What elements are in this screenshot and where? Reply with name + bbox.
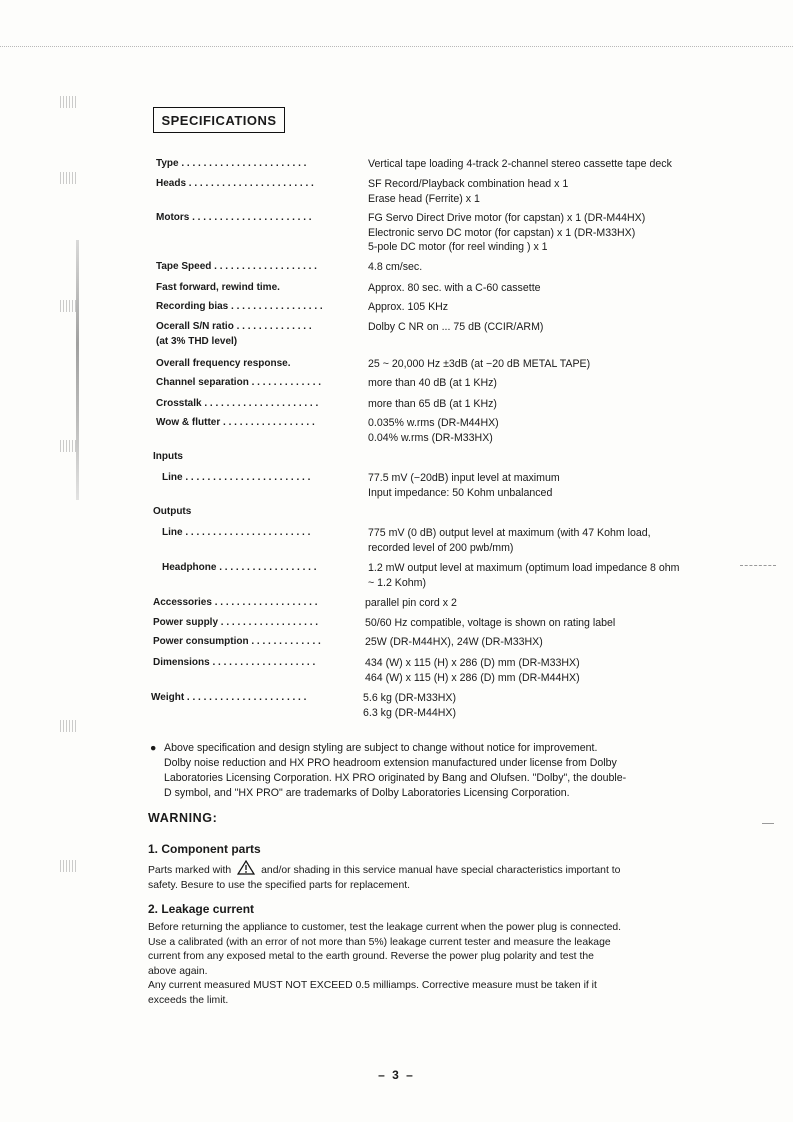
spec-label: Power supply . . . . . . . . . . . . . . . . . . [153, 617, 319, 628]
scan-edge [0, 46, 793, 47]
spec-label: Type . . . . . . . . . . . . . . . . . . . . . . . [156, 158, 307, 169]
spec-label: Dimensions . . . . . . . . . . . . . . . . . . . [153, 657, 316, 668]
spec-value: SF Record/Playback combination head x 1 Erase head (Ferrite) x 1 [368, 178, 569, 205]
spec-value: parallel pin cord x 2 [365, 597, 457, 609]
spec-value: Vertical tape loading 4-track 2-channel stereo cassette tape deck [368, 158, 672, 170]
spec-label: Fast forward, rewind time. [156, 282, 280, 293]
leakage-current-text: Before returning the appliance to customer, test the leakage current when the power plug is connected. Use a calibrated (with an error of not more than 5%) leakage current tester and measure the leakage current from any exposed metal to the earth ground. Reverse the power plug polarity and test the above again. Any current measured MUST NOT EXCEED 0.5 milliamps. Corrective measure must be taken if it exceeds the limit. [148, 922, 622, 1006]
caution-triangle-icon [237, 860, 255, 875]
outputs-heading: Outputs [153, 506, 192, 517]
spec-value: 0.035% w.rms (DR-M44HX) 0.04% w.rms (DR-M33HX) [368, 417, 499, 444]
binding-shadow [76, 240, 79, 500]
spec-label-sub: (at 3% THD level) [156, 336, 238, 347]
component-parts-heading: 1. Component parts [148, 842, 261, 856]
leakage-current-heading: 2. Leakage current [148, 902, 255, 916]
spec-value: 25W (DR-M44HX), 24W (DR-M33HX) [365, 636, 543, 648]
spec-label: Headphone . . . . . . . . . . . . . . . . . . [162, 562, 317, 573]
spec-value: 1.2 mW output level at maximum (optimum load impedance 8 ohm ~ 1.2 Kohm) [368, 562, 680, 589]
hole-punch-mark [60, 440, 76, 452]
spec-label: Wow & flutter . . . . . . . . . . . . . . . . . [156, 417, 315, 428]
spec-value: 25 ~ 20,000 Hz ±3dB (at −20 dB METAL TAPE) [368, 358, 591, 370]
spec-label: Overall frequency response. [156, 358, 291, 369]
specifications-title: SPECIFICATIONS [153, 107, 285, 133]
scan-mark [762, 823, 774, 824]
spec-value: 775 mV (0 dB) output level at maximum (with 47 Kohm load, recorded level of 200 pwb/mm) [368, 527, 651, 554]
hole-punch-mark [60, 96, 76, 108]
hole-punch-mark [60, 860, 76, 872]
spec-value: 5.6 kg (DR-M33HX) 6.3 kg (DR-M44HX) [363, 692, 457, 719]
component-parts-text: Parts marked with and/or shading in this service manual have special characteristics important to safety. Besure to use the specified parts for replacement. [148, 860, 688, 893]
spec-value: Dolby C NR on ... 75 dB (CCIR/ARM) [368, 321, 544, 333]
spec-label: Line . . . . . . . . . . . . . . . . . . . . . . . [162, 527, 311, 538]
spec-label: Line . . . . . . . . . . . . . . . . . . . . . . . [162, 472, 311, 483]
spec-value: Approx. 80 sec. with a C-60 cassette [368, 282, 541, 294]
spec-label: Crosstalk . . . . . . . . . . . . . . . . . . . . . [156, 398, 319, 409]
spec-label: Power consumption . . . . . . . . . . . . . [153, 636, 321, 647]
hole-punch-mark [60, 720, 76, 732]
spec-value: 4.8 cm/sec. [368, 261, 423, 273]
spec-label: Weight . . . . . . . . . . . . . . . . . . . . . . [151, 692, 307, 703]
spec-label: Tape Speed . . . . . . . . . . . . . . . . . . . [156, 261, 317, 272]
spec-value: Approx. 105 KHz [368, 301, 449, 313]
spec-value: more than 65 dB (at 1 KHz) [368, 398, 497, 410]
spec-value: 77.5 mV (−20dB) input level at maximum Input impedance: 50 Kohm unbalanced [368, 472, 560, 499]
inputs-heading: Inputs [153, 451, 183, 462]
page-number: – 3 – [378, 1068, 415, 1082]
spec-value: 50/60 Hz compatible, voltage is shown on rating label [365, 617, 616, 629]
spec-label: Accessories . . . . . . . . . . . . . . . . . . . [153, 597, 318, 608]
spec-value: 434 (W) x 115 (H) x 286 (D) mm (DR-M33HX) 464 (W) x 115 (H) x 286 (D) mm (DR-M44HX) [365, 657, 580, 684]
hole-punch-mark [60, 172, 76, 184]
note-text: Above specification and design styling are subject to change without notice for improvement. Dolby noise reduction and HX PRO headroom extension manufactured under license from Dolby Laboratories Licensing Corporation. HX PRO originated by Bang and Olufsen. "Dolby", the double- D symbol, and "HX PRO" are trademarks of Dolby Laboratories Licensing Corporation. [164, 742, 627, 799]
spec-label: Heads . . . . . . . . . . . . . . . . . . . . . . . [156, 178, 314, 189]
warning-heading: WARNING: [148, 811, 218, 825]
spec-label: Channel separation . . . . . . . . . . . . . [156, 377, 322, 388]
spec-value: FG Servo Direct Drive motor (for capstan) x 1 (DR-M44HX) Electronic servo DC motor (for capstan) x 1 (DR-M33HX) 5-pole DC motor (for reel winding ) x 1 [368, 212, 646, 253]
spec-label: Ocerall S/N ratio . . . . . . . . . . . . . . [156, 321, 312, 332]
hole-punch-mark [60, 300, 76, 312]
spec-label: Recording bias . . . . . . . . . . . . . . . . . [156, 301, 323, 312]
scan-mark [740, 565, 776, 566]
spec-value: more than 40 dB (at 1 KHz) [368, 377, 497, 389]
bullet-icon: ● [150, 742, 157, 754]
spec-label: Motors . . . . . . . . . . . . . . . . . . . . . . [156, 212, 312, 223]
